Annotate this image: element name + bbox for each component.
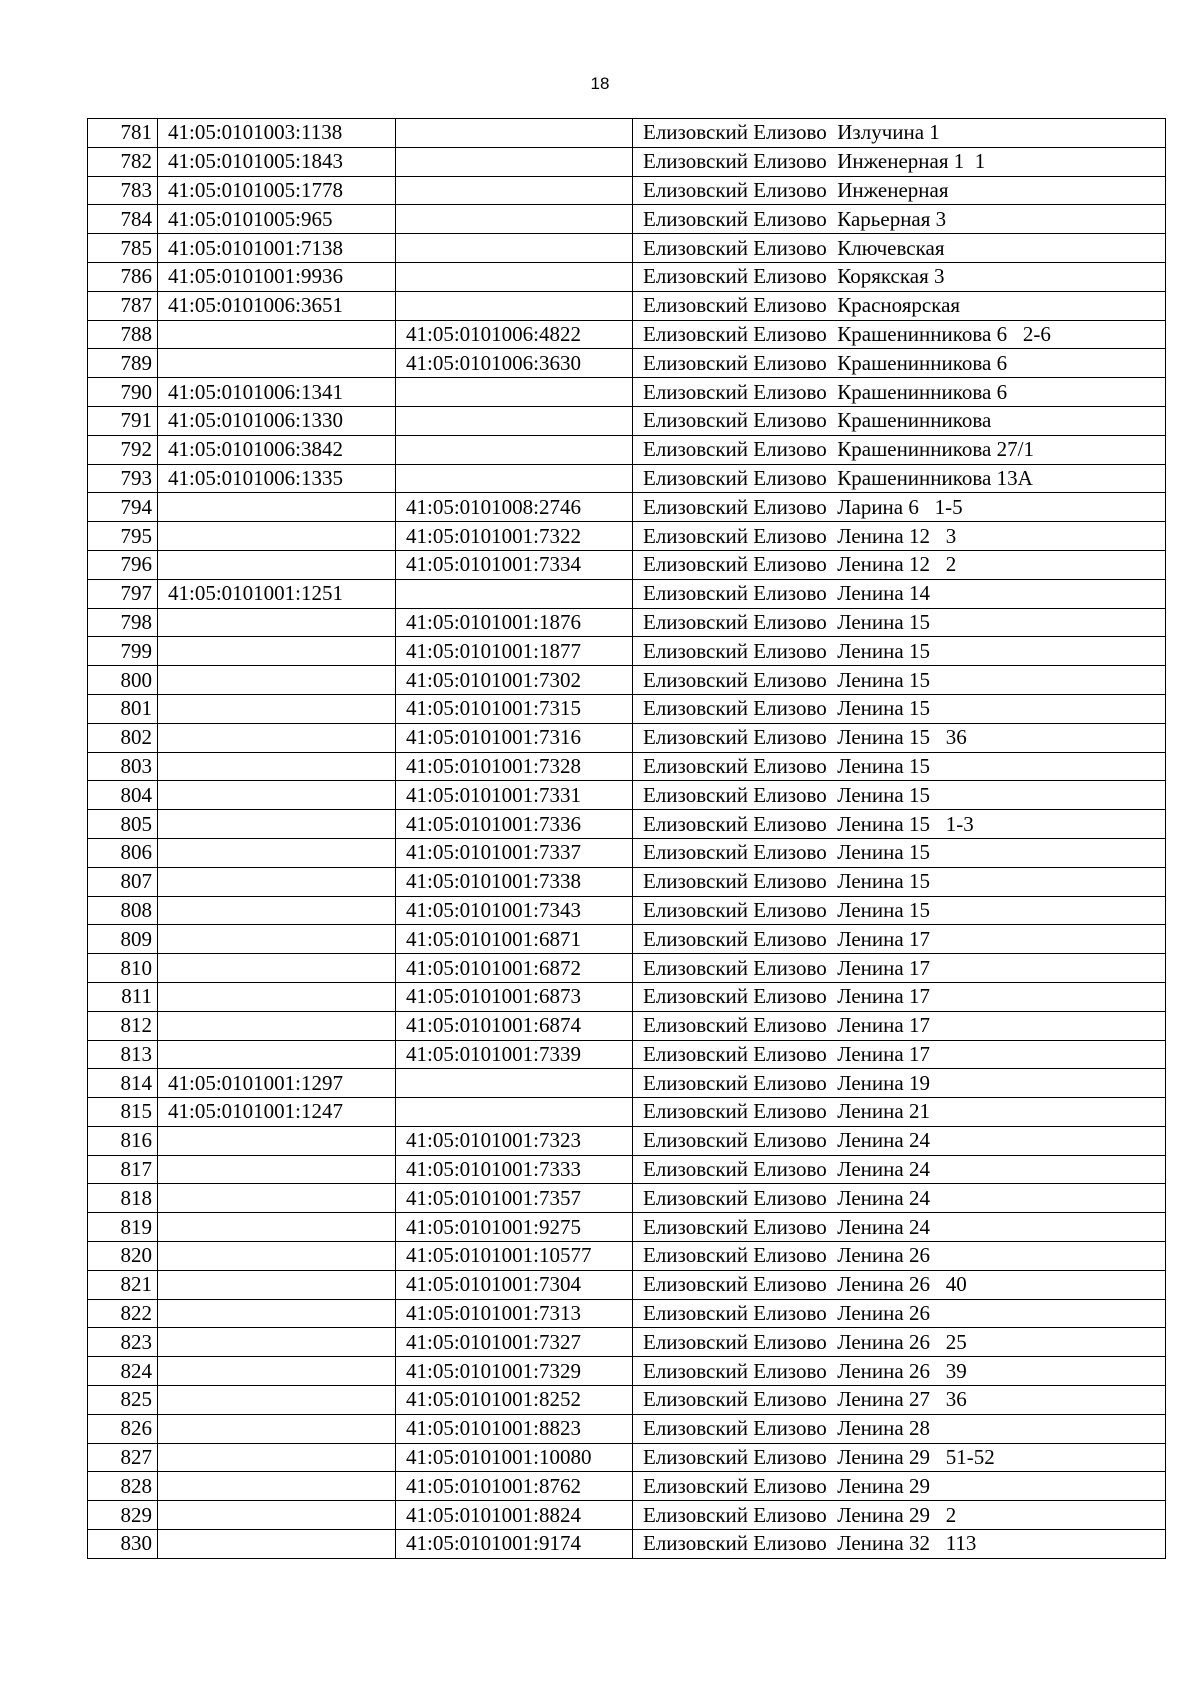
building-cadastral-number-cell: 41:05:0101001:7327 — [396, 1328, 633, 1357]
row-number-cell: 802 — [88, 723, 158, 752]
building-cadastral-number-cell — [396, 176, 633, 205]
cadastral-number-cell — [158, 723, 396, 752]
building-cadastral-number-cell: 41:05:0101001:8824 — [396, 1501, 633, 1530]
building-cadastral-number-cell: 41:05:0101001:6871 — [396, 925, 633, 954]
address-cell: Елизовский Елизово Ленина 26 39 — [633, 1357, 1166, 1386]
building-cadastral-number-cell: 41:05:0101001:6874 — [396, 1011, 633, 1040]
cadastral-number-cell — [158, 349, 396, 378]
building-cadastral-number-cell: 41:05:0101001:10080 — [396, 1443, 633, 1472]
address-cell: Елизовский Елизово Ленина 17 — [633, 925, 1166, 954]
building-cadastral-number-cell: 41:05:0101001:7315 — [396, 694, 633, 723]
row-number-cell: 820 — [88, 1242, 158, 1271]
table-row — [88, 608, 1166, 637]
building-cadastral-number-cell — [396, 579, 633, 608]
address-cell: Елизовский Елизово Красноярская — [633, 291, 1166, 320]
table-row — [88, 867, 1166, 896]
row-number-cell: 807 — [88, 867, 158, 896]
cadastral-number-cell — [158, 1386, 396, 1415]
row-number-cell: 825 — [88, 1386, 158, 1415]
table-row — [88, 522, 1166, 551]
building-cadastral-number-cell: 41:05:0101001:1876 — [396, 608, 633, 637]
address-cell: Елизовский Елизово Ленина 26 — [633, 1242, 1166, 1271]
row-number-cell: 818 — [88, 1184, 158, 1213]
row-number-cell: 814 — [88, 1069, 158, 1098]
row-number-cell: 799 — [88, 637, 158, 666]
cadastral-number-cell: 41:05:0101001:9936 — [158, 262, 396, 291]
table-row — [88, 1414, 1166, 1443]
row-number-cell: 812 — [88, 1011, 158, 1040]
building-cadastral-number-cell: 41:05:0101001:1877 — [396, 637, 633, 666]
row-number-cell: 810 — [88, 954, 158, 983]
building-cadastral-number-cell: 41:05:0101001:7338 — [396, 867, 633, 896]
cadastral-number-cell — [158, 781, 396, 810]
address-cell: Елизовский Елизово Ленина 26 40 — [633, 1270, 1166, 1299]
address-cell: Елизовский Елизово Крашенинникова — [633, 406, 1166, 435]
cadastral-number-cell — [158, 1270, 396, 1299]
building-cadastral-number-cell: 41:05:0101001:7343 — [396, 896, 633, 925]
cadastral-number-cell — [158, 320, 396, 349]
table-row — [88, 925, 1166, 954]
address-cell: Елизовский Елизово Крашенинникова 6 — [633, 349, 1166, 378]
row-number-cell: 805 — [88, 810, 158, 839]
address-cell: Елизовский Елизово Ленина 15 — [633, 781, 1166, 810]
table-row — [88, 1472, 1166, 1501]
table-row — [88, 896, 1166, 925]
building-cadastral-number-cell: 41:05:0101001:6873 — [396, 982, 633, 1011]
building-cadastral-number-cell: 41:05:0101001:9174 — [396, 1530, 633, 1559]
cadastral-number-cell — [158, 1357, 396, 1386]
address-cell: Елизовский Елизово Ленина 15 — [633, 838, 1166, 867]
building-cadastral-number-cell — [396, 435, 633, 464]
building-cadastral-number-cell — [396, 378, 633, 407]
cadastral-number-cell: 41:05:0101006:1335 — [158, 464, 396, 493]
row-number-cell: 815 — [88, 1098, 158, 1127]
building-cadastral-number-cell: 41:05:0101001:7304 — [396, 1270, 633, 1299]
row-number-cell: 824 — [88, 1357, 158, 1386]
building-cadastral-number-cell: 41:05:0101001:7339 — [396, 1040, 633, 1069]
row-number-cell: 781 — [88, 119, 158, 148]
row-number-cell: 806 — [88, 838, 158, 867]
building-cadastral-number-cell: 41:05:0101001:7329 — [396, 1357, 633, 1386]
cadastral-number-cell — [158, 838, 396, 867]
row-number-cell: 787 — [88, 291, 158, 320]
table-row — [88, 234, 1166, 263]
address-cell: Елизовский Елизово Крашенинникова 27/1 — [633, 435, 1166, 464]
cadastral-number-cell: 41:05:0101006:3651 — [158, 291, 396, 320]
cadastral-number-cell: 41:05:0101001:7138 — [158, 234, 396, 263]
cadastral-number-cell — [158, 1213, 396, 1242]
table-row — [88, 752, 1166, 781]
building-cadastral-number-cell: 41:05:0101006:4822 — [396, 320, 633, 349]
table-row — [88, 1213, 1166, 1242]
row-number-cell: 808 — [88, 896, 158, 925]
cadastral-number-cell: 41:05:0101001:1297 — [158, 1069, 396, 1098]
building-cadastral-number-cell: 41:05:0101001:10577 — [396, 1242, 633, 1271]
building-cadastral-number-cell: 41:05:0101001:7357 — [396, 1184, 633, 1213]
row-number-cell: 830 — [88, 1530, 158, 1559]
cadastral-number-cell — [158, 1530, 396, 1559]
cadastral-number-cell — [158, 1242, 396, 1271]
cadastral-number-cell: 41:05:0101006:3842 — [158, 435, 396, 464]
table-row — [88, 147, 1166, 176]
cadastral-number-cell: 41:05:0101006:1341 — [158, 378, 396, 407]
building-cadastral-number-cell: 41:05:0101001:7302 — [396, 666, 633, 695]
address-cell: Елизовский Елизово Ларина 6 1-5 — [633, 493, 1166, 522]
building-cadastral-number-cell — [396, 464, 633, 493]
building-cadastral-number-cell — [396, 119, 633, 148]
table-row — [88, 1098, 1166, 1127]
cadastral-number-cell — [158, 925, 396, 954]
row-number-cell: 811 — [88, 982, 158, 1011]
building-cadastral-number-cell: 41:05:0101001:7333 — [396, 1155, 633, 1184]
address-cell: Елизовский Елизово Ленина 24 — [633, 1155, 1166, 1184]
address-cell: Елизовский Елизово Инженерная 1 1 — [633, 147, 1166, 176]
building-cadastral-number-cell: 41:05:0101001:8252 — [396, 1386, 633, 1415]
cadastral-number-cell — [158, 1126, 396, 1155]
building-cadastral-number-cell — [396, 1069, 633, 1098]
table-row — [88, 291, 1166, 320]
row-number-cell: 786 — [88, 262, 158, 291]
table-row — [88, 1069, 1166, 1098]
table-row — [88, 119, 1166, 148]
building-cadastral-number-cell: 41:05:0101001:7334 — [396, 550, 633, 579]
row-number-cell: 816 — [88, 1126, 158, 1155]
row-number-cell: 819 — [88, 1213, 158, 1242]
address-cell: Елизовский Елизово Ленина 15 — [633, 608, 1166, 637]
table-row — [88, 810, 1166, 839]
cadastral-number-cell — [158, 550, 396, 579]
table-row — [88, 1126, 1166, 1155]
cadastral-number-cell — [158, 666, 396, 695]
table-row — [88, 349, 1166, 378]
table-row — [88, 493, 1166, 522]
row-number-cell: 788 — [88, 320, 158, 349]
address-cell: Елизовский Елизово Ленина 24 — [633, 1213, 1166, 1242]
table-row — [88, 1530, 1166, 1559]
table-row — [88, 579, 1166, 608]
row-number-cell: 783 — [88, 176, 158, 205]
address-cell: Елизовский Елизово Ленина 19 — [633, 1069, 1166, 1098]
address-cell: Елизовский Елизово Крашенинникова 13А — [633, 464, 1166, 493]
address-cell: Елизовский Елизово Ленина 14 — [633, 579, 1166, 608]
table-row — [88, 1299, 1166, 1328]
building-cadastral-number-cell: 41:05:0101001:7328 — [396, 752, 633, 781]
address-cell: Елизовский Елизово Ленина 28 — [633, 1414, 1166, 1443]
cadastral-number-cell: 41:05:0101001:1251 — [158, 579, 396, 608]
row-number-cell: 801 — [88, 694, 158, 723]
building-cadastral-number-cell — [396, 291, 633, 320]
address-cell: Елизовский Елизово Ленина 17 — [633, 1011, 1166, 1040]
building-cadastral-number-cell: 41:05:0101001:7316 — [396, 723, 633, 752]
address-cell: Елизовский Елизово Ленина 24 — [633, 1184, 1166, 1213]
address-cell: Елизовский Елизово Ленина 15 — [633, 896, 1166, 925]
row-number-cell: 798 — [88, 608, 158, 637]
address-cell: Елизовский Елизово Ленина 15 — [633, 752, 1166, 781]
address-cell: Елизовский Елизово Ленина 15 36 — [633, 723, 1166, 752]
building-cadastral-number-cell: 41:05:0101001:8762 — [396, 1472, 633, 1501]
cadastral-number-cell — [158, 1472, 396, 1501]
address-cell: Елизовский Елизово Крашенинникова 6 2-6 — [633, 320, 1166, 349]
row-number-cell: 826 — [88, 1414, 158, 1443]
cadastral-number-cell — [158, 1443, 396, 1472]
table-row — [88, 1328, 1166, 1357]
cadastral-number-cell: 41:05:0101006:1330 — [158, 406, 396, 435]
table-row — [88, 1242, 1166, 1271]
table-row — [88, 954, 1166, 983]
cadastral-number-cell — [158, 694, 396, 723]
table-row — [88, 1155, 1166, 1184]
building-cadastral-number-cell: 41:05:0101001:7322 — [396, 522, 633, 551]
row-number-cell: 829 — [88, 1501, 158, 1530]
cadastral-number-cell — [158, 1155, 396, 1184]
address-cell: Елизовский Елизово Ленина 15 — [633, 666, 1166, 695]
table-row — [88, 262, 1166, 291]
address-cell: Елизовский Елизово Ленина 15 — [633, 867, 1166, 896]
building-cadastral-number-cell — [396, 234, 633, 263]
row-number-cell: 817 — [88, 1155, 158, 1184]
table-row — [88, 1040, 1166, 1069]
row-number-cell: 792 — [88, 435, 158, 464]
row-number-cell: 790 — [88, 378, 158, 407]
address-cell: Елизовский Елизово Ленина 15 — [633, 637, 1166, 666]
address-cell: Елизовский Елизово Ленина 32 113 — [633, 1530, 1166, 1559]
building-cadastral-number-cell: 41:05:0101001:7331 — [396, 781, 633, 810]
row-number-cell: 784 — [88, 205, 158, 234]
address-cell: Елизовский Елизово Ленина 24 — [633, 1126, 1166, 1155]
building-cadastral-number-cell — [396, 406, 633, 435]
building-cadastral-number-cell: 41:05:0101001:7313 — [396, 1299, 633, 1328]
table-row — [88, 1357, 1166, 1386]
cadastral-number-cell — [158, 608, 396, 637]
cadastral-number-cell — [158, 867, 396, 896]
row-number-cell: 791 — [88, 406, 158, 435]
table-row — [88, 176, 1166, 205]
table-row — [88, 1443, 1166, 1472]
row-number-cell: 795 — [88, 522, 158, 551]
cadastral-number-cell — [158, 522, 396, 551]
address-cell: Елизовский Елизово Ленина 26 — [633, 1299, 1166, 1328]
address-cell: Елизовский Елизово Ленина 27 36 — [633, 1386, 1166, 1415]
row-number-cell: 823 — [88, 1328, 158, 1357]
table-row — [88, 1501, 1166, 1530]
address-cell: Елизовский Елизово Ключевская — [633, 234, 1166, 263]
address-cell: Елизовский Елизово Инженерная — [633, 176, 1166, 205]
address-cell: Елизовский Елизово Ленина 29 — [633, 1472, 1166, 1501]
address-cell: Елизовский Елизово Ленина 17 — [633, 954, 1166, 983]
table-row — [88, 435, 1166, 464]
table-row — [88, 1184, 1166, 1213]
cadastral-number-cell: 41:05:0101005:1843 — [158, 147, 396, 176]
property-table — [87, 118, 1166, 1559]
building-cadastral-number-cell: 41:05:0101001:7337 — [396, 838, 633, 867]
cadastral-number-cell — [158, 1501, 396, 1530]
table-row — [88, 205, 1166, 234]
address-cell: Елизовский Елизово Ленина 15 — [633, 694, 1166, 723]
address-cell: Елизовский Елизово Крашенинникова 6 — [633, 378, 1166, 407]
cadastral-number-cell: 41:05:0101003:1138 — [158, 119, 396, 148]
table-row — [88, 982, 1166, 1011]
table-row — [88, 406, 1166, 435]
building-cadastral-number-cell: 41:05:0101001:8823 — [396, 1414, 633, 1443]
row-number-cell: 822 — [88, 1299, 158, 1328]
cadastral-number-cell — [158, 637, 396, 666]
row-number-cell: 827 — [88, 1443, 158, 1472]
building-cadastral-number-cell: 41:05:0101001:7323 — [396, 1126, 633, 1155]
cadastral-number-cell — [158, 810, 396, 839]
row-number-cell: 809 — [88, 925, 158, 954]
address-cell: Елизовский Елизово Корякская 3 — [633, 262, 1166, 291]
cadastral-number-cell — [158, 1299, 396, 1328]
address-cell: Елизовский Елизово Ленина 21 — [633, 1098, 1166, 1127]
row-number-cell: 782 — [88, 147, 158, 176]
building-cadastral-number-cell: 41:05:0101006:3630 — [396, 349, 633, 378]
row-number-cell: 793 — [88, 464, 158, 493]
table-row — [88, 320, 1166, 349]
building-cadastral-number-cell: 41:05:0101001:9275 — [396, 1213, 633, 1242]
building-cadastral-number-cell — [396, 262, 633, 291]
address-cell: Елизовский Елизово Ленина 12 2 — [633, 550, 1166, 579]
cadastral-number-cell — [158, 1184, 396, 1213]
cadastral-number-cell — [158, 1414, 396, 1443]
page-number: 18 — [590, 74, 610, 93]
building-cadastral-number-cell — [396, 147, 633, 176]
row-number-cell: 797 — [88, 579, 158, 608]
table-row — [88, 666, 1166, 695]
row-number-cell: 813 — [88, 1040, 158, 1069]
row-number-cell: 794 — [88, 493, 158, 522]
cadastral-number-cell — [158, 982, 396, 1011]
row-number-cell: 796 — [88, 550, 158, 579]
building-cadastral-number-cell: 41:05:0101008:2746 — [396, 493, 633, 522]
address-cell: Елизовский Елизово Ленина 17 — [633, 982, 1166, 1011]
table-row — [88, 1270, 1166, 1299]
row-number-cell: 803 — [88, 752, 158, 781]
address-cell: Елизовский Елизово Ленина 15 1-3 — [633, 810, 1166, 839]
address-cell: Елизовский Елизово Ленина 17 — [633, 1040, 1166, 1069]
row-number-cell: 789 — [88, 349, 158, 378]
cadastral-number-cell — [158, 493, 396, 522]
row-number-cell: 785 — [88, 234, 158, 263]
table-body — [88, 119, 1166, 1559]
address-cell: Елизовский Елизово Ленина 26 25 — [633, 1328, 1166, 1357]
address-cell: Елизовский Елизово Излучина 1 — [633, 119, 1166, 148]
address-cell: Елизовский Елизово Ленина 29 51-52 — [633, 1443, 1166, 1472]
table-row — [88, 694, 1166, 723]
table-row — [88, 550, 1166, 579]
building-cadastral-number-cell: 41:05:0101001:6872 — [396, 954, 633, 983]
building-cadastral-number-cell: 41:05:0101001:7336 — [396, 810, 633, 839]
building-cadastral-number-cell — [396, 1098, 633, 1127]
table-row — [88, 378, 1166, 407]
cadastral-number-cell: 41:05:0101001:1247 — [158, 1098, 396, 1127]
row-number-cell: 828 — [88, 1472, 158, 1501]
table-row — [88, 1011, 1166, 1040]
building-cadastral-number-cell — [396, 205, 633, 234]
cadastral-number-cell — [158, 1011, 396, 1040]
cadastral-number-cell — [158, 1040, 396, 1069]
cadastral-number-cell — [158, 752, 396, 781]
cadastral-number-cell — [158, 1328, 396, 1357]
table-row — [88, 464, 1166, 493]
row-number-cell: 821 — [88, 1270, 158, 1299]
table-row — [88, 1386, 1166, 1415]
address-cell: Елизовский Елизово Ленина 12 3 — [633, 522, 1166, 551]
address-cell: Елизовский Елизово Ленина 29 2 — [633, 1501, 1166, 1530]
cadastral-number-cell — [158, 954, 396, 983]
row-number-cell: 804 — [88, 781, 158, 810]
table-row — [88, 637, 1166, 666]
address-cell: Елизовский Елизово Карьерная 3 — [633, 205, 1166, 234]
cadastral-number-cell: 41:05:0101005:1778 — [158, 176, 396, 205]
cadastral-number-cell: 41:05:0101005:965 — [158, 205, 396, 234]
table-row — [88, 838, 1166, 867]
table-row — [88, 723, 1166, 752]
cadastral-number-cell — [158, 896, 396, 925]
row-number-cell: 800 — [88, 666, 158, 695]
table-row — [88, 781, 1166, 810]
